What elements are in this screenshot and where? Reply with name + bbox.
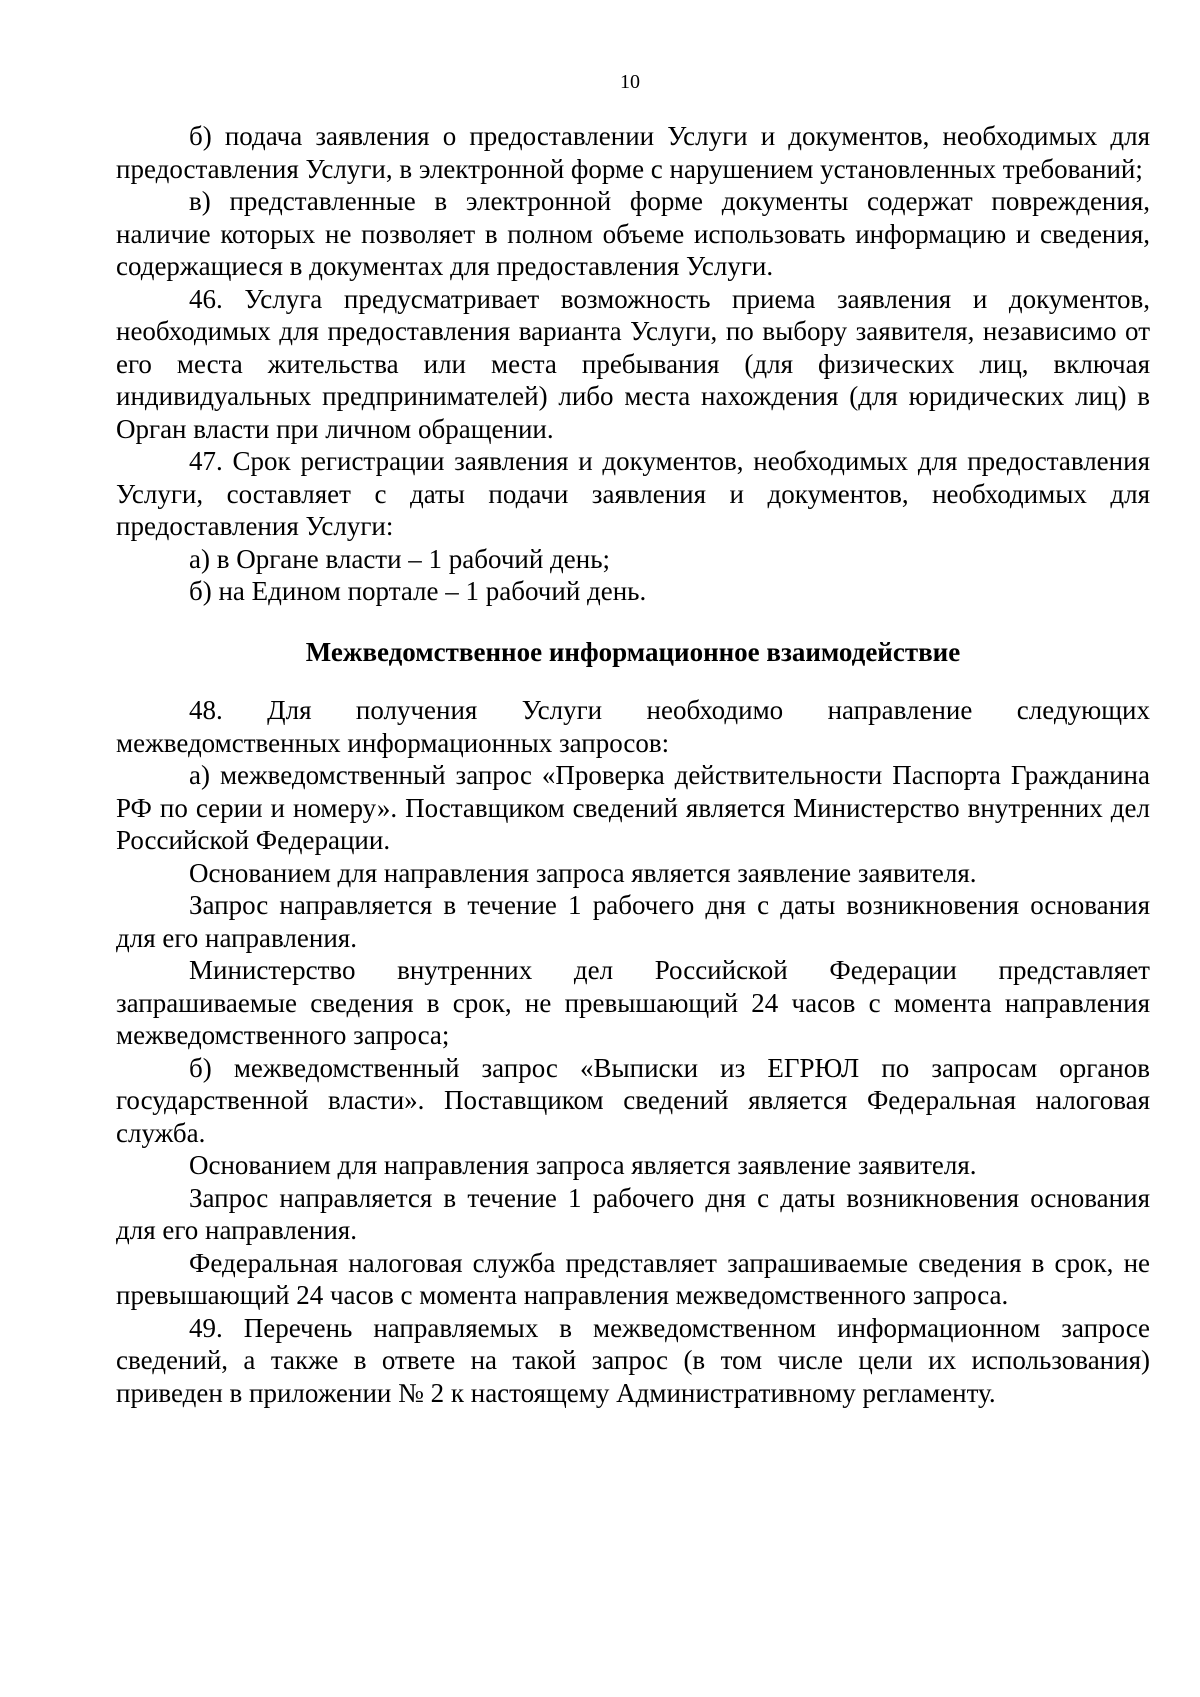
page-number: 10 xyxy=(620,71,640,93)
paragraph-item-v-damaged-documents: в) представленные в электронной форме документы содержат повреждения, наличие которых не позволяет в полном объеме использовать информацию и сведения, содержащиеся в документах для предоставления Услуги. xyxy=(116,186,1150,281)
paragraph-48-a-provider: Министерство внутренних дел Российской Федерации представляет запрашиваемые сведения в срок, не превышающий 24 часов с момента направления межведомственного запроса; xyxy=(116,955,1150,1050)
paragraph-48-a-basis: Основанием для направления запроса является заявление заявителя. xyxy=(189,857,977,888)
paragraph-48-a-term: Запрос направляется в течение 1 рабочего дня с даты возникновения основания для его направления. xyxy=(116,890,1150,953)
paragraph-47-b: б) на Едином портале – 1 рабочий день. xyxy=(189,576,647,606)
paragraph-48-b-basis: Основанием для направления запроса является заявление заявителя. xyxy=(189,1150,977,1180)
paragraph-48-b-provider: Федеральная налоговая служба представляет запрашиваемые сведения в срок, не превышающий 24 часов с момента направления межведомственного запроса. xyxy=(116,1247,1150,1310)
paragraph-49: 49. Перечень направляемых в межведомственном информационном запросе сведений, а также в ответе на такой запрос (в том числе цели их использования) приведен в приложении № 2 к настоящему Административному регламенту. xyxy=(116,1312,1150,1408)
document-body xyxy=(116,120,1150,1409)
paragraph-48-b: б) межведомственный запрос «Выписки из ЕГРЮЛ по запросам органов государственной власти». Поставщиком сведений является Федеральная налоговая служба. xyxy=(116,1052,1150,1148)
paragraph-48-b-term: Запрос направляется в течение 1 рабочего дня с даты возникновения основания для его направления. xyxy=(116,1182,1150,1245)
paragraph-46: 46. Услуга предусматривает возможность приема заявления и документов, необходимых для предоставления варианта Услуги, по выбору заявителя, независимо от его места жительства или места пребывания (для физических лиц, включая индивидуальных предпринимателей) либо места нахождения (для юридических лиц) в Орган власти при личном обращении. xyxy=(116,283,1150,444)
section-heading: Межведомственное информационное взаимодействие xyxy=(305,636,961,667)
paragraph-48: 48. Для получения Услуги необходимо направление следующих межведомственных информационных запросов: xyxy=(116,695,1150,758)
paragraph-item-b-electronic-submission: б) подача заявления о предоставлении Услуги и документов, необходимых для предоставления Услуги, в электронной форме с нарушением установленных требований; xyxy=(116,121,1150,184)
paragraph-47: 47. Срок регистрации заявления и документов, необходимых для предоставления Услуги, составляет с даты подачи заявления и документов, необходимых для предоставления Услуги: xyxy=(116,446,1150,541)
paragraph-47-a: а) в Органе власти – 1 рабочий день; xyxy=(189,543,611,574)
paragraph-48-a: а) межведомственный запрос «Проверка действительности Паспорта Гражданина РФ по серии и номеру». Поставщиком сведений является Министерство внутренних дел Российской Федерации. xyxy=(116,760,1150,855)
